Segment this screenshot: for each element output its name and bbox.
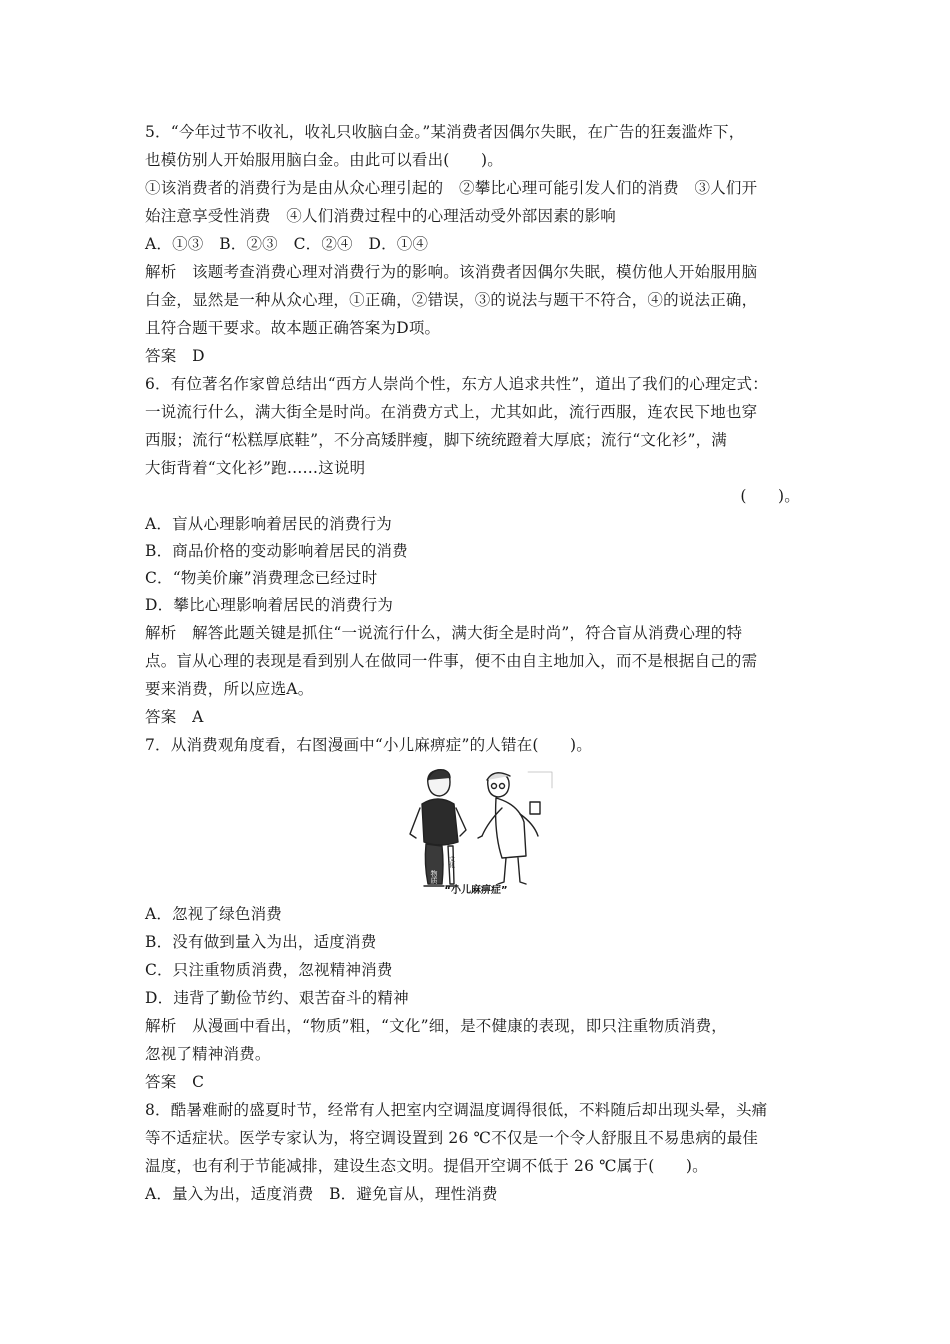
q7-answer: 答案 C [145,1073,205,1091]
q5-analysis-line1: 解析 该题考查消费心理对消费行为的影响。该消费者因偶尔失眠，模仿他人开始服用脑 [145,263,758,281]
q5-statements-line1: ①该消费者的消费行为是由从众心理引起的 ②攀比心理可能引发人们的消费 ③人们开 [145,179,758,197]
q6-stem-line4: 大街背着“文化衫”跑……这说明 [145,459,366,477]
q6-option-c: C．“物美价廉”消费理念已经过时 [145,569,378,587]
q6-stem-line2: 一说流行什么，满大街全是时尚。在消费方式上，尤其如此，流行西服，连农民下地也穿 [145,403,758,421]
q8-options: A．量入为出，适度消费 B．避免盲从，理性消费 [145,1185,498,1203]
q8-stem-line1: 8．酷暑难耐的盛夏时节，经常有人把室内空调温度调得很低，不料随后却出现头晕，头痛 [145,1101,768,1119]
q6-answer: 答案 A [145,708,204,726]
q6-option-a: A．盲从心理影响着居民的消费行为 [145,515,392,533]
q7-option-b: B．没有做到量入为出，适度消费 [145,933,377,951]
q5-analysis-line3: 且符合题干要求。故本题正确答案为D项。 [145,319,441,337]
q8-stem-line2: 等不适症状。医学专家认为，将空调设置到 26 ℃不仅是一个令人舒服且不易患病的最佳 [145,1129,759,1147]
cartoon-label-right: 文化 [447,856,455,868]
q5-options: A．①③ B．②③ C．②④ D．①④ [145,235,429,253]
cartoon-image [398,764,554,898]
q7-option-d: D．违背了勤俭节约、艰苦奋斗的精神 [145,989,409,1007]
q7-option-c: C．只注重物质消费，忽视精神消费 [145,961,393,979]
q6-analysis-line1: 解析 解答此题关键是抓住“一说流行什么，满大街全是时尚”，符合盲从消费心理的特 [145,624,743,642]
cartoon-label-left: 物质 [430,870,438,884]
q7-analysis-line2: 忽视了精神消费。 [145,1045,271,1063]
cartoon-caption: “小儿麻痹症” [444,885,508,896]
q5-answer: 答案 D [145,347,205,365]
q6-analysis-line3: 要来消费，所以应选A。 [145,680,314,698]
q7-stem: 7．从消费观角度看，右图漫画中“小儿麻痹症”的人错在( )。 [145,736,593,754]
q7-analysis-line1: 解析 从漫画中看出，“物质”粗，“文化”细，是不健康的表现，即只注重物质消费， [145,1017,727,1035]
q5-statements-line2: 始注意享受性消费 ④人们消费过程中的心理活动受外部因素的影响 [145,207,617,225]
q5-stem-line2: 也模仿别人开始服用脑白金。由此可以看出( )。 [145,151,503,169]
q6-stem-line3: 西服；流行“松糕厚底鞋”，不分高矮胖瘦，脚下统统蹬着大厚底；流行“文化衫”，满 [145,431,727,449]
q6-option-b: B．商品价格的变动影响着居民的消费 [145,542,408,560]
q6-answer-bracket: ( )。 [740,487,800,505]
q7-option-a: A．忽视了绿色消费 [145,905,282,923]
q5-analysis-line2: 白金，显然是一种从众心理，①正确，②错误，③的说法与题干不符合，④的说法正确， [145,291,758,309]
q6-stem-line1: 6．有位著名作家曾总结出“西方人崇尚个性，东方人追求共性”，道出了我们的心理定式： [145,375,768,393]
q5-stem-line1: 5．“今年过节不收礼，收礼只收脑白金。”某消费者因偶尔失眠，在广告的狂轰滥炸下， [145,123,745,141]
q8-stem-line3: 温度，也有利于节能减排，建设生态文明。提倡开空调不低于 26 ℃属于( )。 [145,1157,708,1175]
q6-option-d: D．攀比心理影响着居民的消费行为 [145,596,394,614]
q6-analysis-line2: 点。盲从心理的表现是看到别人在做同一件事，便不由自主地加入，而不是根据自己的需 [145,652,758,670]
